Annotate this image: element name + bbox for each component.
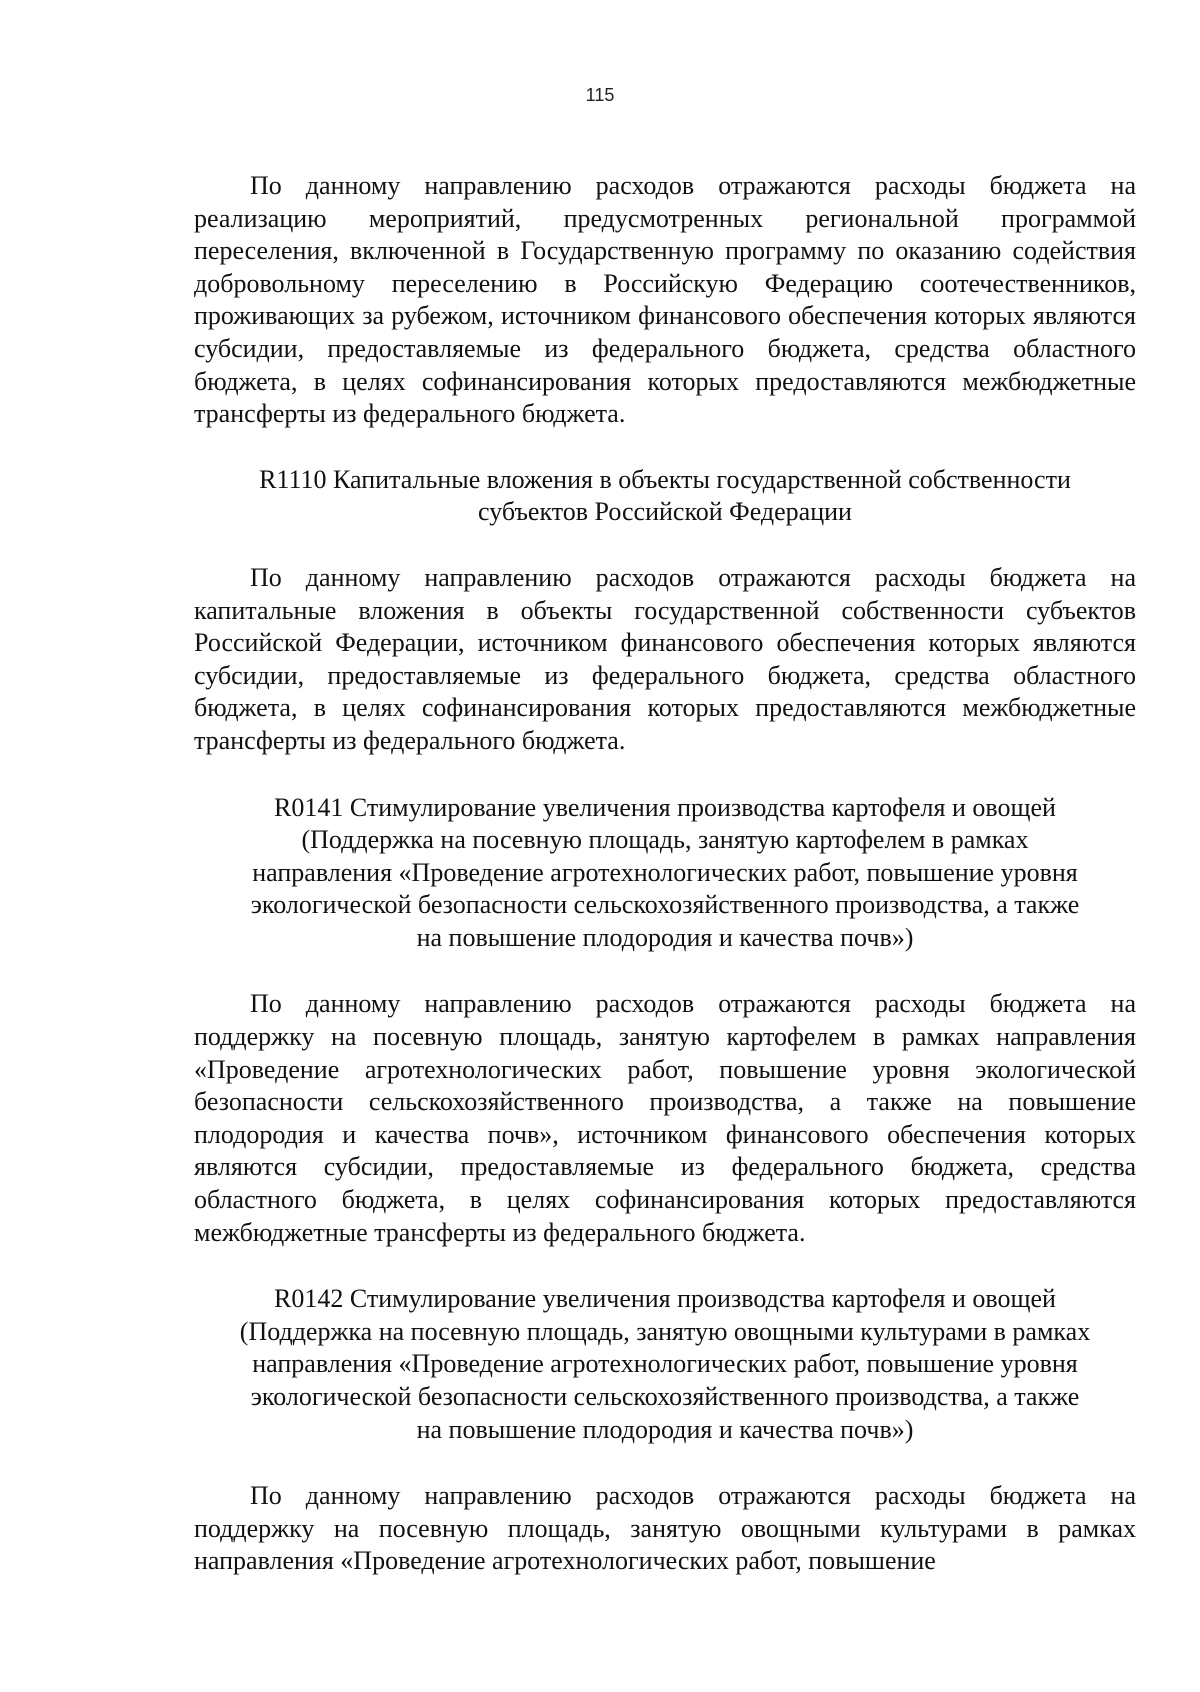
section-gap bbox=[194, 1249, 1136, 1283]
page-number: 115 bbox=[585, 85, 615, 105]
heading-r1110: R1110 Капитальные вложения в объекты государственной собственности субъектов Российской Федерации bbox=[259, 464, 1071, 527]
paragraph-vegetable-support: По данному направлению расходов отражаются расходы бюджета на поддержку на посевную площадь, занятую овощными культурами в рамках направления «Проведение агротехнологических работ, повышение bbox=[194, 1481, 1136, 1576]
section-gap bbox=[194, 1446, 1136, 1480]
paragraph-capital-investments: По данному направлению расходов отражаются расходы бюджета на капитальные вложения в объекты государственной собственности субъектов Российской Федерации, источником финансового обеспечения которых являются субсидии, предоставляемые из федерального бюджета, средства областного бюджета, в целях софинансирования которых предоставляются межбюджетные трансферты из федерального бюджета. bbox=[194, 562, 1136, 755]
section-gap bbox=[194, 758, 1136, 792]
paragraph-resettlement-program: По данному направлению расходов отражаются расходы бюджета на реализацию мероприятий, предусмотренных региональной программой переселения, включенной в Государственную программу по оказанию содействия добровольному переселению в Российскую Федерацию соотечественников, проживающих за рубежом, источником финансового обеспечения которых являются субсидии, предоставляемые из федерального бюджета, средства областного бюджета, в целях софинансирования которых предоставляются межбюджетные трансферты из федерального бюджета. bbox=[194, 171, 1136, 429]
heading-r0141: R0141 Стимулирование увеличения производства картофеля и овощей (Поддержка на посевную площадь, занятую картофелем в рамках направления «Проведение агротехнологических работ, повышение уровня экологической безопасности сельскохозяйственного производства, а также на повышение плодородия и качества почв») bbox=[250, 792, 1080, 952]
document-body bbox=[194, 170, 1136, 1578]
heading-r0142: R0142 Стимулирование увеличения производства картофеля и овощей (Поддержка на посевную площадь, занятую овощными культурами в рамках направления «Проведение агротехнологических работ, повышение уровня экологической безопасности сельскохозяйственного производства, а также на повышение плодородия и качества почв») bbox=[239, 1284, 1091, 1444]
section-gap bbox=[194, 954, 1136, 988]
section-gap bbox=[194, 431, 1136, 464]
paragraph-potato-support: По данному направлению расходов отражаются расходы бюджета на поддержку на посевную площадь, занятую картофелем в рамках направления «Проведение агротехнологических работ, повышение уровня экологической безопасности сельскохозяйственного производства, а также на повышение плодородия и качества почв», источником финансового обеспечения которых являются субсидии, предоставляемые из федерального бюджета, средства областного бюджета, в целях софинансирования которых предоставляются межбюджетные трансферты из федерального бюджета. bbox=[194, 989, 1136, 1247]
section-gap bbox=[194, 529, 1136, 562]
